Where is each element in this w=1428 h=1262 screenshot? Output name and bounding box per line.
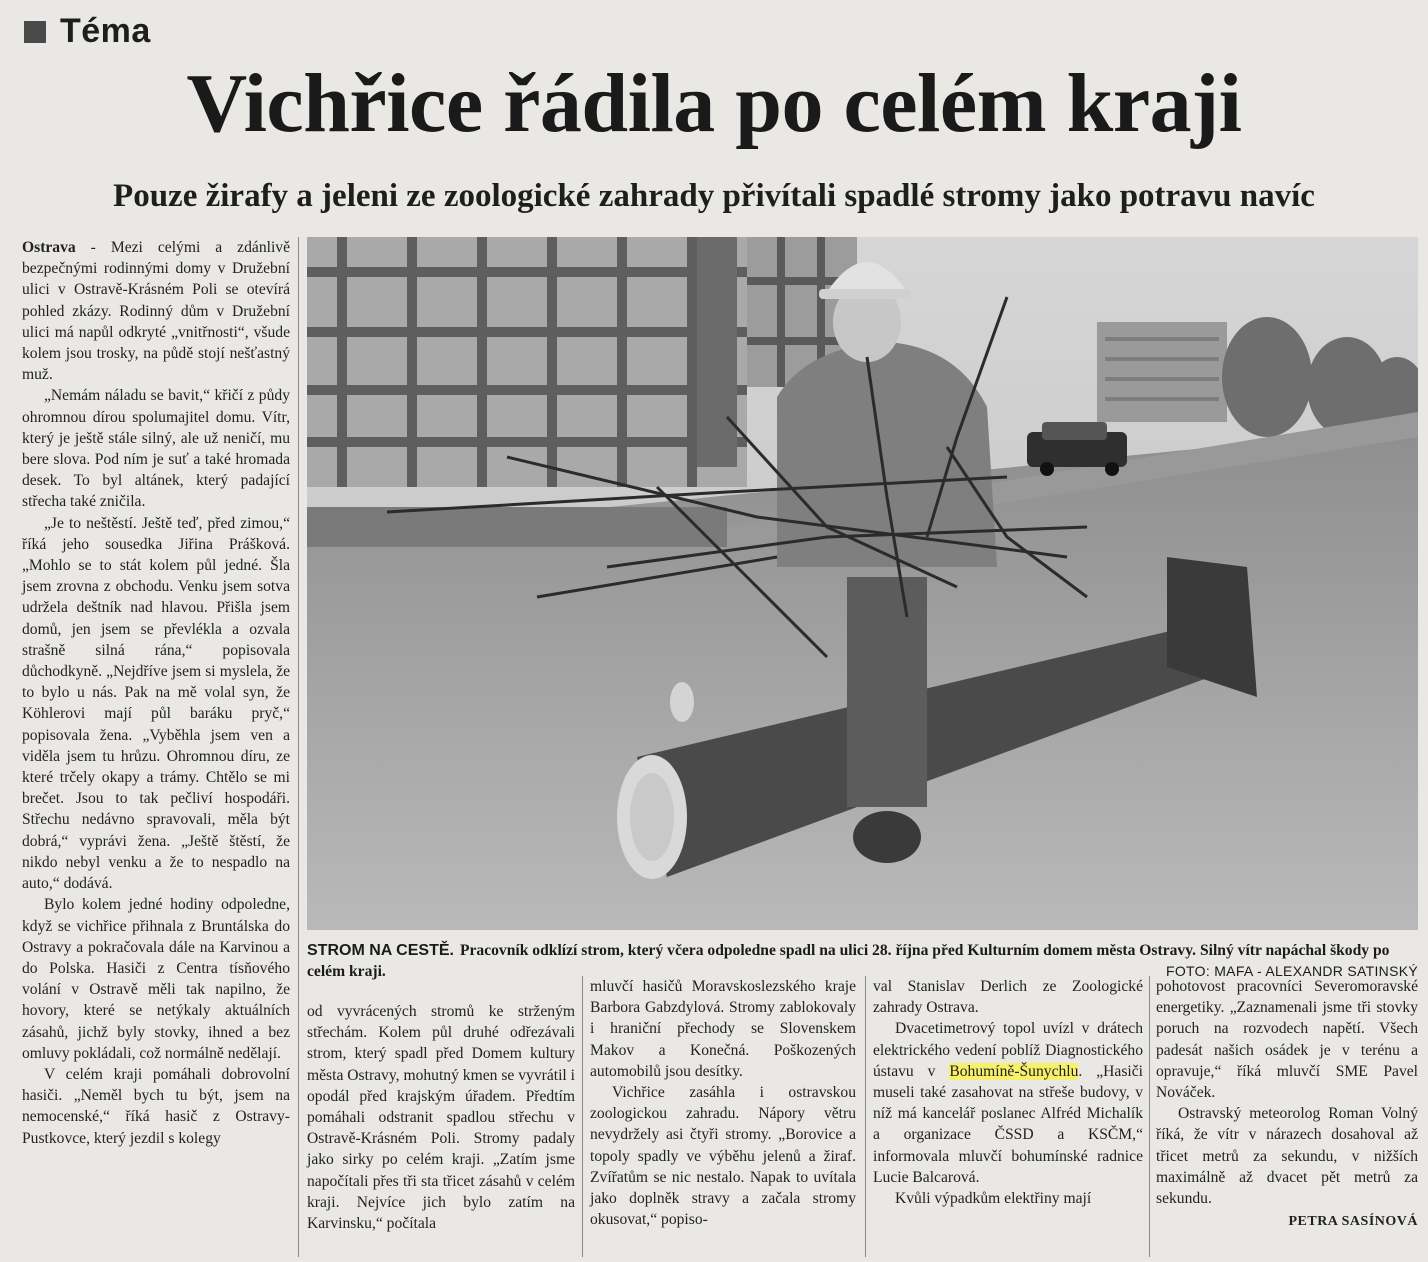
section-kicker — [24, 12, 151, 51]
news-photo — [307, 237, 1418, 930]
article-paragraph: Dvacetimetrový topol uvízl v drátech elektrického vedení poblíž Diagnostického ústavu v Bohumíně-Šunychlu. „Hasiči museli také zasahovat na střeše budovy, v níž má kancelář poslanec Alfréd Michalík a organizace ČSSD a KSČM,“ informovala mluvčí bohumínské radnice Lucie Balcarová. — [873, 1020, 1143, 1186]
article-paragraph: Vichřice zasáhla i ostravskou zoologickou zahradu. Nápory větru nevydržely asi čtyři stromy. „Borovice a topoly spadly ve výběhu jelenů a žiraf. Zvířatům se nic nestalo. Napak to uvítala jako doplněk stravy a začala stromy okusovat,“ popiso- — [590, 1084, 856, 1229]
column-rule — [1149, 976, 1150, 1257]
article-column-5 — [1156, 976, 1418, 1232]
kicker-square-icon — [24, 21, 46, 43]
section-label: Téma — [60, 12, 151, 50]
caption-text: Pracovník odklízí strom, který včera odpoledne spadl na ulici 28. října před Kulturním domem města Ostravy. Silný vítr napáchal škody po celém kraji. — [307, 942, 1390, 980]
article-paragraph: Ostrava - Mezi celými a zdánlivě bezpečnými rodinnými domy v Družební ulici v Ostravě-Krásném Poli se otevírá pohled zkázy. Rodinný dům v Družební ulici má napůl odkryté „vnitřnosti“, všude kolem jsou trosky, na půdě stojí nešťastný muž. — [22, 239, 290, 384]
article-column-1 — [22, 237, 290, 1149]
article-paragraph: V celém kraji pomáhali dobrovolní hasiči. „Neměl bych tu být, jsem na nemocenské,“ říká hasič z Ostravy-Pustkovce, který jezdil s kolegy — [22, 1065, 290, 1147]
subheadline: Pouze žirafy a jeleni ze zoologické zahrady přivítali spadlé stromy jako potravu navíc — [113, 178, 1315, 214]
caption-lead: STROM NA CESTĚ. — [307, 942, 454, 959]
byline: PETRA SASÍNOVÁ — [1288, 1214, 1418, 1230]
article-paragraph: „Je to neštěstí. Ještě teď, před zimou,“ říká jeho sousedka Jiřina Prášková. „Mohlo se to stát kolem půl jedné. Šla jsem zrovna z obchodu. Venku jsem sotva udržela deštník nad hlavou. Přišla jsem domů, jen jsem se převlékla a ozvala strašně silná rána,“ popisovala důchodkyně. „Nejdříve jsem si myslela, že to bylo u nás. Pak na mě volal syn, že Köhlerovi mají půl baráku pryč,“ popisovala žena. „Vyběhla jsem ven a viděla jsem tu hrůzu. Ohromnou díru, ze které trčely okapy a trámy. Chtělo se mi brečet. Jsou to tak pečliví hospodáři. Střechu nedávno spravovali, měla být dobrá,“ vyprávi žena. „Ještě štěstí, že nikdo nebyl venku a že to nespadlo na auto,“ dodává. — [22, 514, 290, 893]
article-paragraph: val Stanislav Derlich ze Zoologické zahrady Ostrava. — [873, 978, 1143, 1017]
column-rule — [582, 976, 583, 1257]
photo-credit: FOTO: MAFA - ALEXANDR SATINSKÝ — [1166, 963, 1418, 979]
column-rule — [865, 976, 866, 1257]
article-paragraph: Kvůli výpadkům elektřiny mají — [895, 1190, 1092, 1208]
column-rule — [298, 237, 299, 1257]
article-column-3 — [590, 976, 856, 1230]
article-paragraph: od vyvrácených stromů ke strženým střechám. Kolem půl druhé odřezávali strom, který spadl před Domem kultury města Ostravy, mohutný kmen se vyvrátil i opodál před krajským úřadem. Předtím pomáhali odstranit spadlou střechu v Ostravě-Krásném Poli. Stromy padaly jako sirky po celém kraji. „Zatím jsme napočítali přes tři sta třicet zásahů v celém kraji. Nejvíce jich bylo zatím na Karvinsku,“ počítala — [307, 1003, 575, 1233]
headline: Vichřice řádila po celém kraji — [186, 57, 1242, 150]
article-paragraph: Bylo kolem jedné hodiny odpoledne, když se vichřice přihnala z Bruntálska do Ostravy a pokračovala dále na Karvinou a do Polska. Hasiči z Centra tísňového volání v Ostravě měli tak napilno, že hovory, které se netýkaly aktuálních zásahů, jichž byly stovky, ihned a bez omluvy pokládali, což normálně nedělají. — [22, 896, 290, 1062]
article-paragraph: „Nemám náladu se bavit,“ křičí z půdy ohromnou dírou spolumajitel domu. Vítr, který je ještě stále silný, ale už neničí, mu bere slova. Pod ním je suť a také hromada desek. To byl altánek, který padající střecha také zničila. — [22, 387, 290, 511]
dateline: Ostrava — [22, 239, 76, 256]
highlighted-place: Bohumíně-Šunychlu — [949, 1062, 1079, 1080]
article-paragraph: pohotovost pracovníci Severomoravské energetiky. „Zaznamenali jsme tři stovky poruch na rozvodech napětí. Všech padesát našich osádek je v terénu a opravuje,“ říká mluvčí SME Pavel Nováček. — [1156, 978, 1418, 1102]
article-column-4 — [873, 976, 1143, 1209]
article-paragraph: mluvčí hasičů Moravskoslezského kraje Barbora Gabzdylová. Stromy zablokovaly i hraniční přechody se Slovenskem Makov a Konečná. Poškozených automobilů jsou desítky. — [590, 978, 856, 1080]
photo-worker-fallen-tree — [307, 237, 1418, 930]
article-paragraph: Ostravský meteorolog Roman Volný říká, že vítr v nárazech dosahoval až třicet metrů za sekundu, v nižších maximálně až dvacet pět metrů za sekundu. — [1156, 1105, 1418, 1208]
article-column-2 — [307, 1001, 575, 1234]
